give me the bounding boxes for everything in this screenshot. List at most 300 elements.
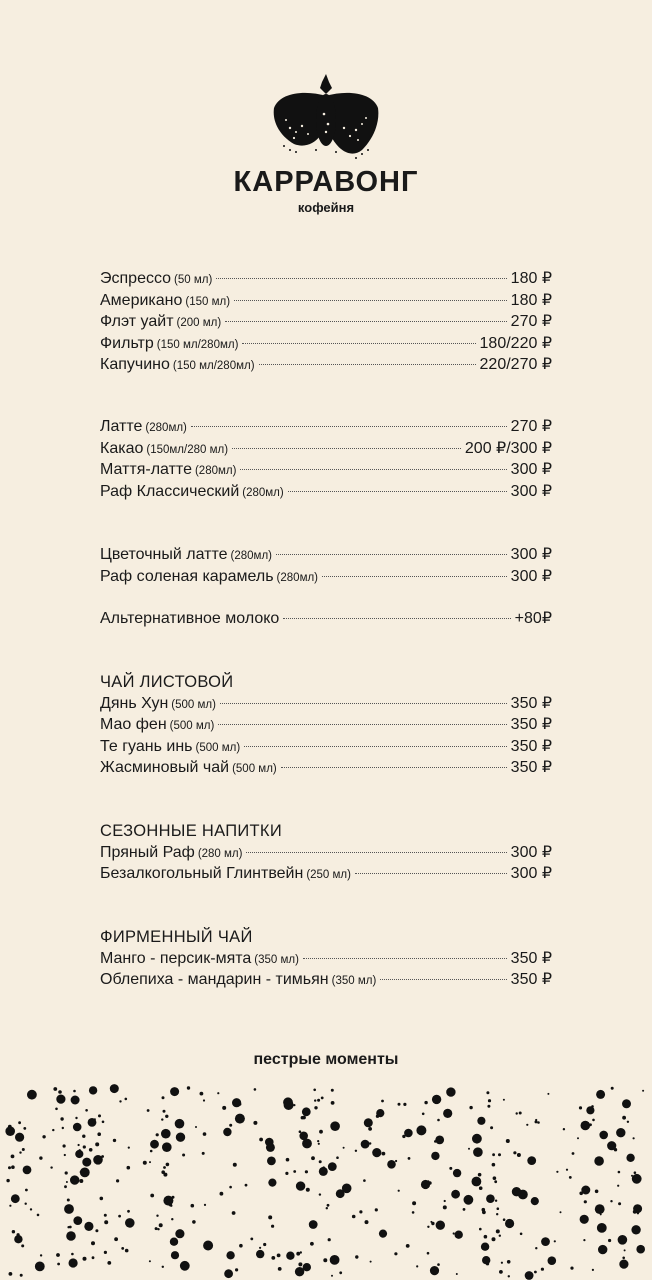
speckle-dot	[455, 1231, 463, 1239]
item-name: Те гуань инь	[100, 737, 193, 755]
speckle-dot	[149, 1260, 151, 1262]
speckle-dot	[310, 1242, 314, 1246]
speckle-dot	[116, 1179, 119, 1182]
item-name: Капучино	[100, 356, 170, 373]
speckle-dot	[443, 1109, 452, 1118]
speckle-dot	[317, 1140, 319, 1142]
speckle-dot	[492, 1153, 495, 1156]
speckle-dot	[107, 1261, 111, 1265]
speckle-dot	[352, 1215, 356, 1219]
speckle-dot	[313, 1089, 316, 1092]
speckle-dot	[319, 1193, 321, 1195]
menu-item	[100, 354, 552, 376]
speckle-dot	[66, 1181, 68, 1183]
speckle-dot	[149, 1161, 151, 1163]
speckle-dot	[55, 1108, 58, 1111]
speckle-dot	[268, 1179, 276, 1187]
speckle-dot	[359, 1210, 362, 1213]
speckle-dot	[548, 1256, 557, 1265]
menu-item	[100, 268, 552, 290]
logo	[0, 74, 652, 215]
speckle-dot	[314, 1099, 316, 1101]
menu-item	[100, 948, 552, 970]
speckle-dot	[9, 1205, 11, 1207]
speckle-dot	[526, 1124, 528, 1126]
speckle-dot	[254, 1088, 257, 1091]
speckle-dot	[156, 1215, 158, 1217]
speckle-dot	[204, 1204, 206, 1206]
speckle-dot	[403, 1103, 406, 1106]
speckle-dot	[453, 1169, 461, 1177]
speckle-dot	[125, 1249, 129, 1253]
speckle-dot	[165, 1115, 168, 1118]
item-name: Мао фен	[100, 716, 167, 733]
speckle-dot	[89, 1086, 97, 1094]
item-volume: (500 мл)	[232, 763, 277, 775]
speckle-dot	[25, 1189, 28, 1192]
menu-item	[100, 416, 552, 438]
menu-item	[100, 566, 552, 588]
item-volume: (150 мл/280мл)	[156, 338, 239, 351]
leader-dots	[246, 852, 506, 853]
speckle-dot	[581, 1121, 591, 1131]
speckle-dot	[283, 1097, 293, 1107]
speckle-dot	[64, 1204, 74, 1214]
speckle-dot	[203, 1099, 205, 1101]
speckle-dot	[497, 1207, 500, 1210]
menu-item	[100, 438, 552, 460]
item-volume: (280мл)	[145, 422, 187, 434]
item-volume: (250 мл)	[306, 869, 351, 881]
speckle-dot	[175, 1229, 184, 1238]
speckle-dot	[60, 1117, 63, 1120]
speckle-dot	[296, 1252, 300, 1256]
speckle-dot	[37, 1214, 40, 1217]
item-price: 300 ₽	[510, 843, 552, 861]
speckle-dot	[599, 1131, 608, 1140]
speckle-dot	[492, 1237, 496, 1241]
speckle-dot	[421, 1180, 430, 1189]
speckle-dot	[203, 1241, 213, 1251]
speckle-dot	[443, 1205, 447, 1209]
item-name: Латте	[100, 418, 143, 435]
section-title: ЧАЙ ЛИСТОВОЙ	[100, 673, 234, 691]
speckle-dot	[569, 1176, 572, 1179]
item-price: 270 ₽	[510, 313, 552, 330]
speckle-dot	[300, 1251, 302, 1253]
speckle-dot	[375, 1208, 378, 1211]
speckle-dot	[608, 1239, 611, 1242]
leader-dots	[259, 364, 476, 365]
speckle-dot	[166, 1163, 170, 1167]
speckle-dot	[143, 1161, 147, 1165]
speckle-dot	[535, 1247, 537, 1249]
speckle-dot	[23, 1166, 32, 1175]
item-price: 180 ₽	[510, 270, 552, 287]
speckle-dot	[11, 1194, 20, 1203]
speckle-dot	[19, 1151, 21, 1153]
speckle-dot	[563, 1128, 565, 1130]
speckle-dot	[163, 1173, 167, 1177]
speckle-dot	[11, 1155, 15, 1159]
leader-dots	[303, 958, 507, 959]
leader-dots	[355, 873, 507, 874]
speckle-dot	[622, 1257, 625, 1260]
leader-dots	[322, 576, 507, 577]
speckle-dot	[75, 1150, 83, 1158]
speckle-dot	[71, 1096, 80, 1105]
speckle-dot	[159, 1223, 163, 1227]
speckle-dot	[541, 1237, 550, 1246]
speckle-dot	[162, 1266, 164, 1268]
menu-item	[100, 544, 552, 566]
speckle-dot	[516, 1112, 518, 1114]
speckle-dot	[398, 1103, 401, 1106]
item-price: +80₽	[514, 610, 552, 627]
speckle-dot	[505, 1219, 514, 1228]
speckle-dot	[618, 1235, 628, 1245]
speckle-dot	[430, 1266, 439, 1275]
item-volume: (280 мл)	[197, 847, 243, 860]
speckle-dot	[147, 1109, 150, 1112]
speckle-dot	[328, 1238, 331, 1241]
speckle-dot	[482, 1256, 490, 1264]
speckle-dot	[39, 1156, 42, 1159]
speckle-dot	[448, 1091, 451, 1094]
item-volume: (350 мл)	[331, 975, 377, 987]
speckle-dot	[127, 1166, 131, 1170]
speckle-dot	[618, 1202, 621, 1205]
speckle-dot	[266, 1143, 275, 1152]
speckle-dot	[437, 1263, 440, 1266]
speckle-dot	[64, 1185, 67, 1188]
menu-item	[100, 693, 552, 715]
speckle-dot	[102, 1121, 105, 1124]
speckle-dot	[468, 1148, 470, 1150]
item-name: Пряный Раф	[100, 843, 195, 861]
speckle-dot	[311, 1156, 315, 1160]
speckle-dot	[314, 1106, 317, 1109]
speckle-dot	[531, 1197, 539, 1205]
item-volume: (150мл/280 мл)	[146, 443, 229, 456]
speckle-dot	[302, 1139, 312, 1149]
speckle-dot	[331, 1089, 334, 1092]
item-price: 300 ₽	[510, 461, 552, 478]
speckle-dot	[496, 1229, 500, 1233]
speckle-dot	[581, 1186, 590, 1195]
speckle-dot	[229, 1186, 232, 1189]
speckle-dot	[224, 1269, 233, 1278]
speckle-dot	[277, 1254, 281, 1258]
speckle-dot	[67, 1199, 70, 1202]
speckle-dot	[156, 1133, 159, 1136]
speckle-dot	[73, 1216, 82, 1225]
speckle-pattern	[0, 1080, 652, 1280]
speckle-dot	[293, 1104, 295, 1106]
speckle-dot	[611, 1087, 614, 1090]
speckle-dot	[271, 1256, 275, 1260]
brand-name: КАРРАВОНГ	[233, 166, 419, 198]
speckle-dot	[9, 1272, 13, 1276]
speckle-dot	[8, 1166, 11, 1169]
speckle-dot	[97, 1132, 101, 1136]
speckle-dot	[80, 1171, 82, 1173]
speckle-dot	[534, 1271, 537, 1274]
speckle-dot	[642, 1090, 644, 1092]
speckle-dot	[239, 1244, 243, 1248]
speckle-dot	[114, 1237, 118, 1241]
speckle-dot	[627, 1121, 629, 1123]
speckle-dot	[617, 1185, 619, 1187]
speckle-dot	[25, 1203, 27, 1205]
item-volume: (280мл)	[242, 486, 284, 499]
speckle-dot	[365, 1220, 369, 1224]
speckle-dot	[171, 1251, 179, 1259]
speckle-dot	[479, 1228, 482, 1231]
speckle-dot	[477, 1117, 485, 1125]
speckle-dot	[98, 1114, 101, 1117]
item-name: Жасминовый чай	[100, 759, 230, 776]
speckle-dot	[631, 1225, 640, 1234]
leader-dots	[276, 554, 507, 555]
item-name: Дянь Хун	[100, 694, 169, 712]
item-name: Цветочный латте	[100, 546, 228, 563]
speckle-dot	[535, 1120, 538, 1123]
speckle-dot	[464, 1195, 474, 1205]
speckle-dot	[370, 1261, 372, 1263]
speckle-dot	[238, 1103, 241, 1106]
speckle-dot	[594, 1156, 604, 1166]
speckle-dot	[302, 1116, 306, 1120]
item-name: Флэт уайт	[100, 313, 174, 330]
speckle-dot	[229, 1124, 232, 1127]
menu-item	[100, 736, 552, 758]
speckle-dot	[319, 1130, 323, 1134]
speckle-dot	[479, 1186, 483, 1190]
item-price: 270 ₽	[510, 418, 552, 435]
speckle-dot	[495, 1200, 497, 1202]
speckle-dot	[431, 1152, 439, 1160]
speckle-dot	[253, 1121, 257, 1125]
speckle-dot	[330, 1255, 340, 1265]
speckle-dot	[125, 1098, 128, 1101]
speckle-dot	[622, 1116, 626, 1120]
menu-item	[100, 290, 552, 312]
item-price: 300 ₽	[510, 482, 552, 500]
speckle-dot	[89, 1148, 93, 1152]
item-name: Маття-латте	[100, 461, 192, 478]
item-price: 220/270 ₽	[479, 356, 552, 373]
speckle-dot	[398, 1190, 400, 1192]
speckle-dot	[343, 1147, 345, 1149]
speckle-dot	[104, 1251, 107, 1254]
item-name: Какао	[100, 439, 144, 457]
speckle-dot	[501, 1262, 503, 1264]
speckle-dot	[56, 1095, 65, 1104]
speckle-dot	[444, 1200, 446, 1202]
speckle-dot	[286, 1252, 294, 1260]
speckle-dot	[22, 1148, 25, 1151]
menu-item	[100, 757, 552, 779]
speckle-dot	[382, 1152, 386, 1156]
speckle-dot	[596, 1090, 605, 1099]
speckle-dot	[583, 1239, 585, 1241]
speckle-dot	[71, 1253, 74, 1256]
speckle-dot	[331, 1275, 333, 1277]
speckle-dot	[69, 1258, 78, 1267]
speckle-dot	[104, 1214, 107, 1217]
speckle-dot	[150, 1194, 154, 1198]
speckle-dot	[427, 1226, 429, 1228]
speckle-dot	[118, 1215, 121, 1218]
speckle-dot	[298, 1262, 302, 1266]
speckle-dot	[487, 1105, 490, 1108]
item-price: 350 ₽	[510, 694, 552, 712]
item-price: 350 ₽	[510, 949, 552, 967]
speckle-dot	[278, 1267, 282, 1271]
speckle-dot	[449, 1167, 452, 1170]
speckle-dot	[20, 1274, 23, 1277]
menu-item	[100, 842, 552, 864]
speckle-dot	[304, 1267, 307, 1270]
speckle-dot	[162, 1096, 165, 1099]
speckle-dot	[633, 1137, 635, 1139]
leader-dots	[191, 426, 507, 427]
speckle-dot	[381, 1100, 384, 1103]
speckle-dot	[394, 1252, 397, 1255]
speckle-dot	[84, 1222, 93, 1231]
speckle-dot	[12, 1230, 15, 1233]
speckle-dot	[482, 1210, 486, 1214]
speckle-dot	[232, 1211, 236, 1215]
speckle-dot	[195, 1126, 197, 1128]
speckle-dot	[592, 1119, 595, 1122]
speckle-dot	[192, 1220, 196, 1224]
speckle-dot	[364, 1118, 373, 1127]
item-name: Раф соленая карамель	[100, 567, 274, 585]
speckle-dot	[305, 1170, 308, 1173]
speckle-dot	[318, 1143, 320, 1145]
speckle-dot	[187, 1086, 190, 1089]
speckle-dot	[175, 1119, 185, 1129]
speckle-dot	[296, 1181, 305, 1190]
leader-dots	[242, 343, 475, 344]
speckle-dot	[566, 1169, 568, 1171]
speckle-dot	[577, 1137, 579, 1139]
speckle-dot	[69, 1226, 72, 1229]
item-price: 300 ₽	[510, 567, 552, 585]
speckle-dot	[293, 1170, 296, 1173]
speckle-dot	[328, 1162, 337, 1171]
leader-dots	[218, 724, 506, 725]
speckle-dot	[527, 1156, 536, 1165]
speckle-dot	[431, 1222, 434, 1225]
speckle-dot	[35, 1262, 45, 1272]
speckle-dot	[65, 1171, 68, 1174]
speckle-dot	[416, 1265, 418, 1267]
item-price: 350 ₽	[510, 716, 552, 733]
speckle-dot	[427, 1252, 430, 1255]
speckle-dot	[595, 1190, 599, 1194]
item-volume: (350 мл)	[254, 953, 299, 966]
speckle-dot	[245, 1184, 248, 1187]
speckle-dot	[456, 1273, 458, 1275]
speckle-dot	[453, 1232, 455, 1234]
section-title: ФИРМЕННЫЙ ЧАЙ	[100, 928, 253, 946]
speckle-dot	[322, 1170, 326, 1174]
speckle-dot	[128, 1147, 130, 1149]
speckle-dot	[163, 1166, 166, 1169]
speckle-dot	[484, 1235, 488, 1239]
menu-item	[100, 311, 552, 333]
speckle-dot	[73, 1123, 82, 1132]
item-price: 350 ₽	[510, 971, 552, 988]
speckle-dot	[519, 1112, 522, 1115]
speckle-dot	[268, 1215, 272, 1219]
item-name: Фильтр	[100, 334, 154, 352]
speckle-dot	[200, 1092, 204, 1096]
speckle-dot	[95, 1142, 99, 1146]
speckle-dot	[580, 1215, 589, 1224]
speckle-dot	[472, 1134, 482, 1144]
speckle-dot	[633, 1210, 637, 1214]
speckle-dot	[83, 1145, 86, 1148]
speckle-dot	[56, 1253, 60, 1257]
speckle-dot	[412, 1201, 416, 1205]
speckle-dot	[217, 1092, 219, 1094]
speckle-dot	[91, 1241, 95, 1245]
item-volume: (150 мл/280мл)	[172, 360, 255, 372]
speckle-dot	[95, 1229, 98, 1232]
speckle-dot	[525, 1271, 534, 1280]
menu-item	[100, 481, 552, 503]
speckle-dot	[14, 1235, 22, 1243]
item-volume: (500 мл)	[169, 720, 215, 732]
speckle-dot	[492, 1163, 496, 1167]
leader-dots	[225, 321, 506, 322]
speckle-dot	[416, 1125, 426, 1135]
item-volume: (280мл)	[194, 465, 237, 477]
speckle-dot	[331, 1101, 335, 1105]
speckle-dot	[570, 1267, 573, 1270]
speckle-dot	[494, 1180, 497, 1183]
speckle-dot	[180, 1261, 190, 1271]
speckle-dot	[481, 1243, 489, 1251]
speckle-dot	[82, 1158, 91, 1167]
speckle-dot	[263, 1243, 266, 1246]
speckle-dot	[220, 1192, 224, 1196]
footer-tagline: пестрые моменты	[253, 1051, 399, 1068]
speckle-dot	[626, 1154, 634, 1162]
speckle-dot	[499, 1235, 501, 1237]
speckle-dot	[624, 1249, 626, 1251]
speckle-dot	[100, 1197, 104, 1201]
menu-item	[100, 608, 552, 630]
speckle-dot	[259, 1247, 261, 1249]
speckle-dot	[322, 1166, 325, 1169]
speckle-dot	[355, 1150, 357, 1152]
speckle-dot	[379, 1230, 387, 1238]
item-price: 300 ₽	[510, 865, 552, 882]
speckle-dot	[157, 1228, 159, 1230]
speckle-dot	[50, 1166, 52, 1168]
speckle-dot	[42, 1135, 45, 1138]
speckle-dot	[598, 1245, 607, 1254]
leader-dots	[380, 979, 506, 980]
speckle-dot	[319, 1160, 322, 1163]
speckle-dot	[486, 1194, 495, 1203]
speckle-dot	[517, 1153, 521, 1157]
